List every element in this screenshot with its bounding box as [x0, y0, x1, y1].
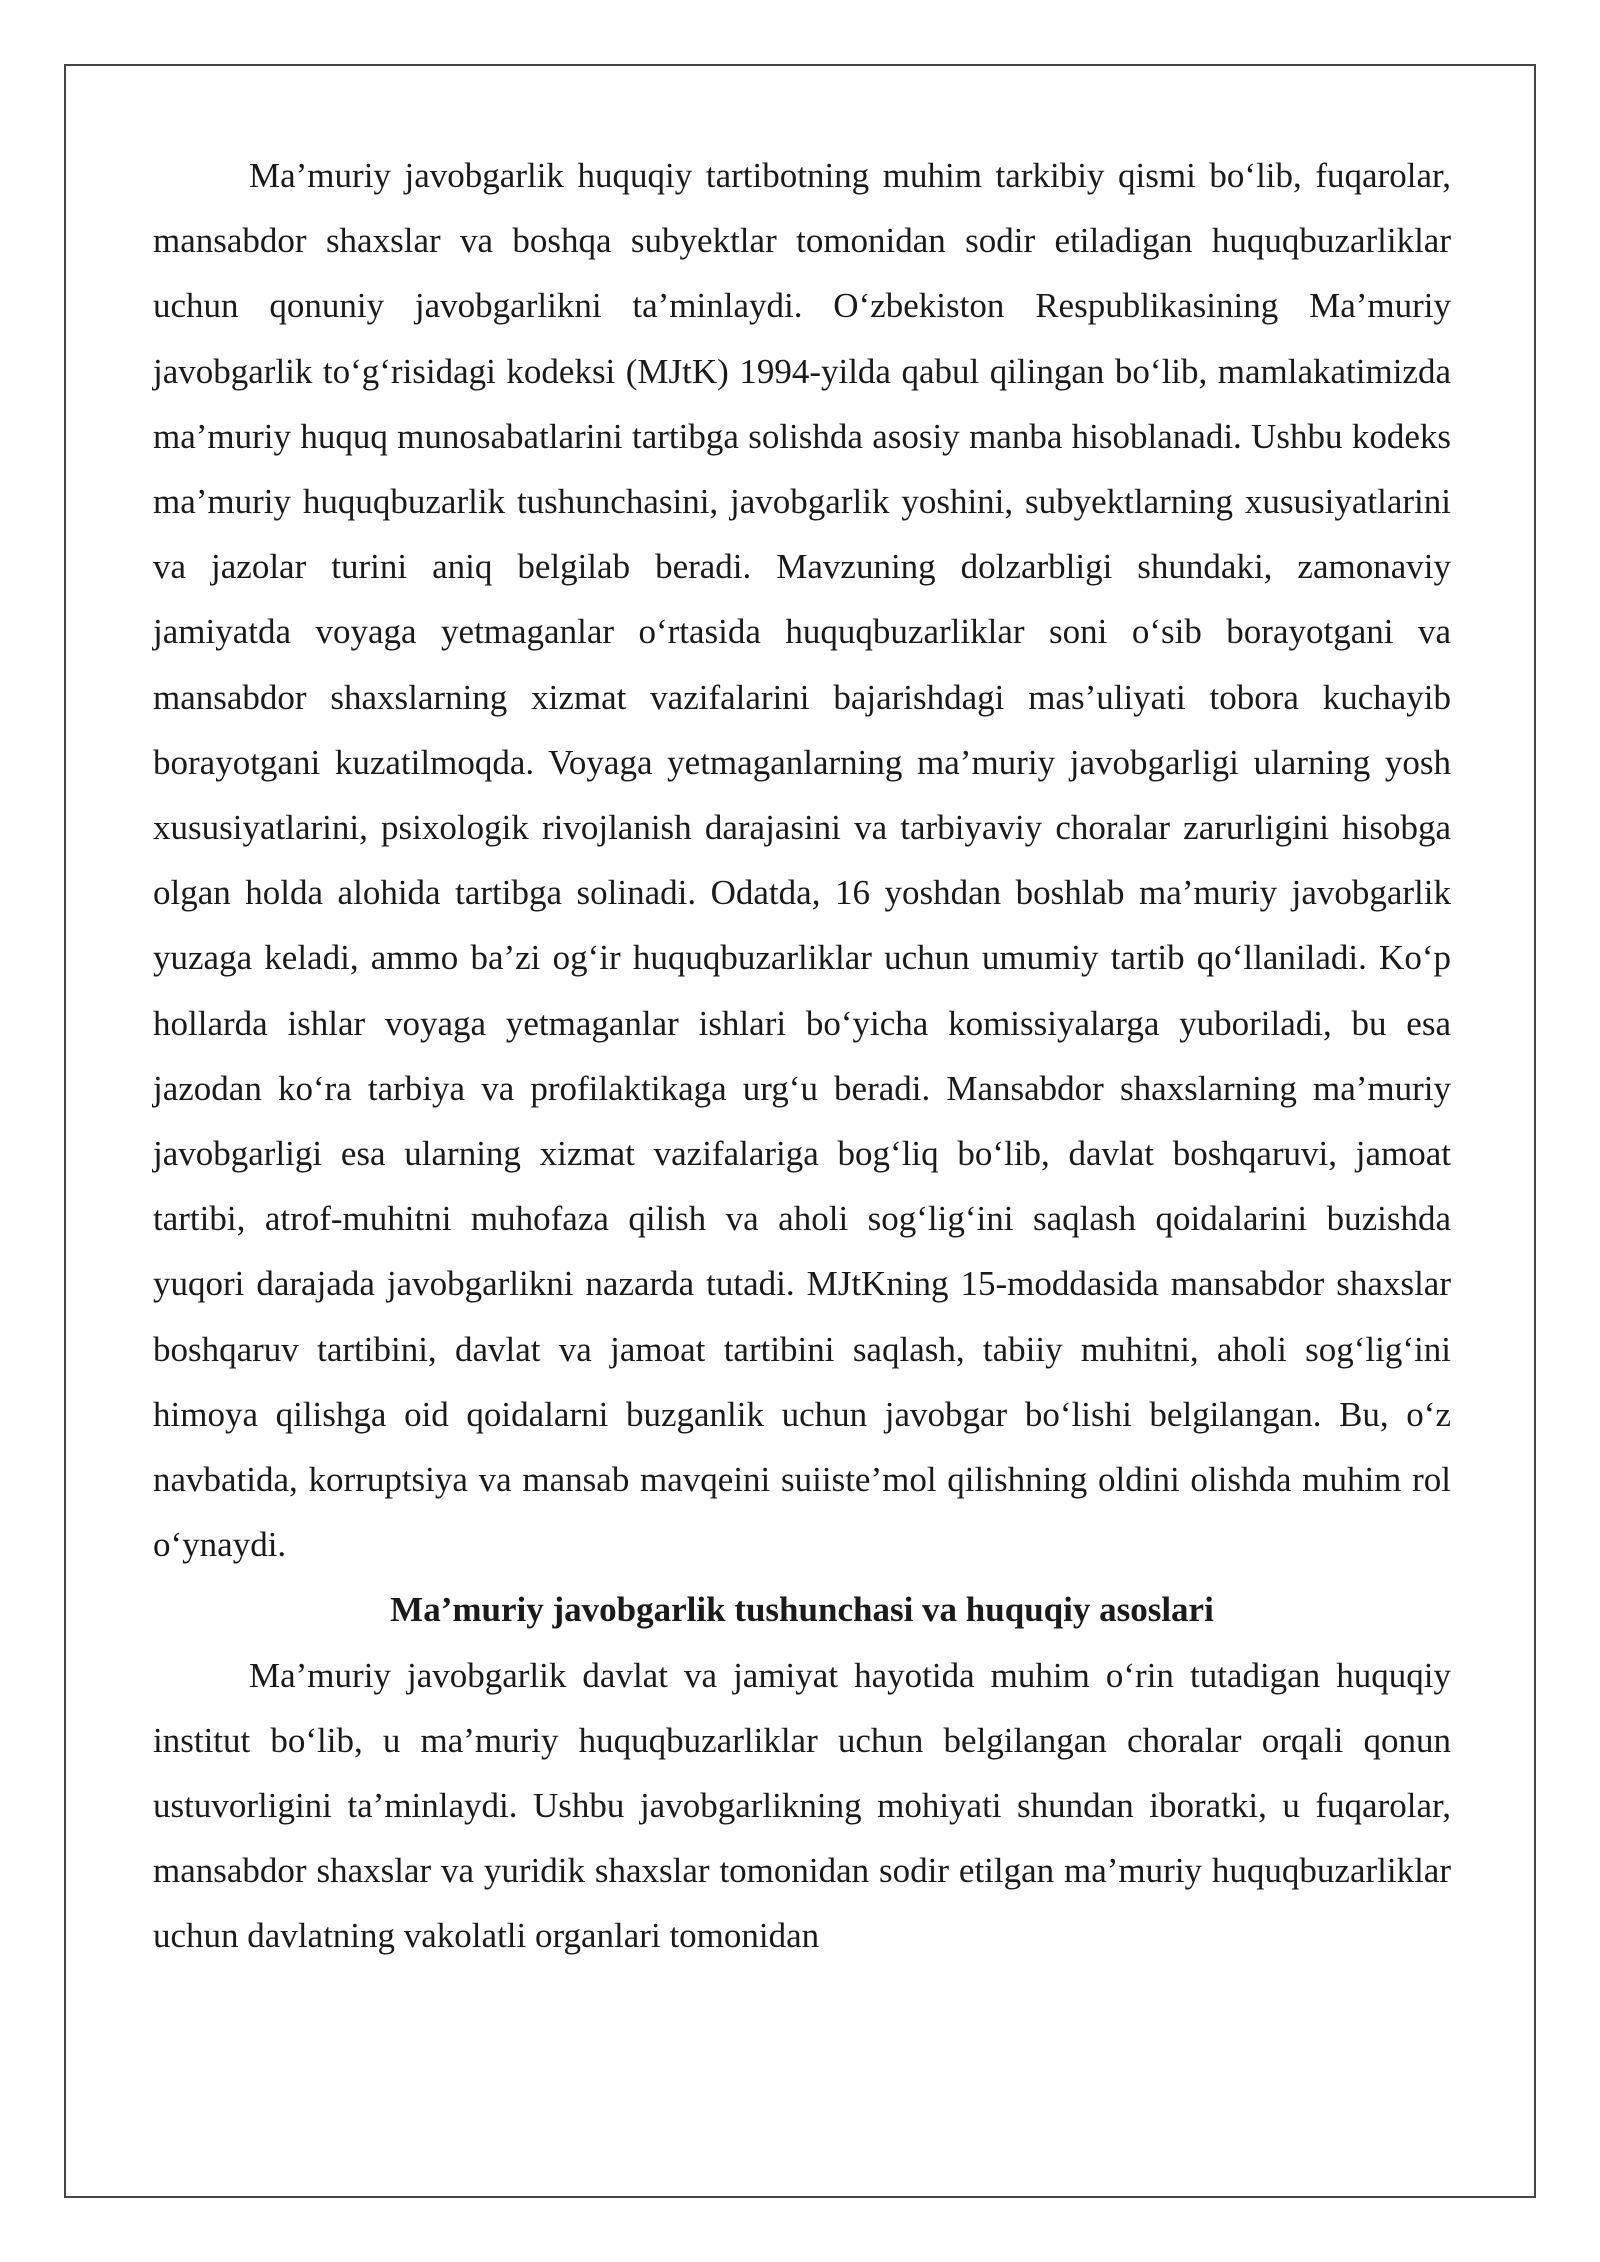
document-body	[153, 143, 1451, 1969]
section-heading: Ma’muriy javobgarlik tushunchasi va huquqiy asoslari	[390, 1590, 1214, 1630]
section-paragraph: Ma’muriy javobgarlik davlat va jamiyat hayotida muhim o‘rin tutadigan huquqiy institut bo‘lib, u ma’muriy huquqbuzarliklar uchun belgilangan choralar orqali qonun ustuvorligini ta’minlaydi. Ushbu javobgarlikning mohiyati shundan iboratki, u fuqarolar, mansabdor shaxslar va yuridik shaxslar tomonidan sodir etilgan ma’muriy huquqbuzarliklar uchun davlatning vakolatli organlari tomonidan	[153, 1655, 1451, 1956]
intro-paragraph: Ma’muriy javobgarlik huquqiy tartibotning muhim tarkibiy qismi bo‘lib, fuqarolar, mansabdor shaxslar va boshqa subyektlar tomonidan sodir etiladigan huquqbuzarliklar uchun qonuniy javobgarlikni ta’minlaydi. O‘zbekiston Respublikasining Ma’muriy javobgarlik to‘g‘risidagi kodeksi (MJtK) 1994-yilda qabul qilingan bo‘lib, mamlakatimizda ma’muriy huquq munosabatlarini tartibga solishda asosiy manba hisoblanadi. Ushbu kodeks ma’muriy huquqbuzarlik tushunchasini, javobgarlik yoshini, subyektlarning xususiyatlarini va jazolar turini aniq belgilab beradi. Mavzuning dolzarbligi shundaki, zamonaviy jamiyatda voyaga yetmaganlar o‘rtasida huquqbuzarliklar soni o‘sib borayotgani va mansabdor shaxslarning xizmat vazifalarini bajarishdagi mas’uliyati tobora kuchayib borayotgani kuzatilmoqda. Voyaga yetmaganlarning ma’muriy javobgarligi ularning yosh xususiyatlarini, psixologik rivojlanish darajasini va tarbiyaviy choralar zarurligini hisobga olgan holda alohida tartibga solinadi. Odatda, 16 yoshdan boshlab ma’muriy javobgarlik yuzaga keladi, ammo ba’zi og‘ir huquqbuzarliklar uchun umumiy tartib qo‘llaniladi. Ko‘p hollarda ishlar voyaga yetmaganlar ishlari bo‘yicha komissiyalarga yuboriladi, bu esa jazodan ko‘ra tarbiya va profilaktikaga urg‘u beradi. Mansabdor shaxslarning ma’muriy javobgarligi esa ularning xizmat vazifalariga bog‘liq bo‘lib, davlat boshqaruvi, jamoat tartibi, atrof-muhitni muhofaza qilish va aholi sog‘lig‘ini saqlash qoidalarini buzishda yuqori darajada javobgarlikni nazarda tutadi. MJtKning 15-moddasida mansabdor shaxslar boshqaruv tartibini, davlat va jamoat tartibini saqlash, tabiiy muhitni, aholi sog‘lig‘ini himoya qilishga oid qoidalarni buzganlik uchun javobgar bo‘lishi belgilangan. Bu, o‘z navbatida, korruptsiya va mansab mavqeini suiiste’mol qilishning oldini olishda muhim rol o‘ynaydi.	[153, 156, 1451, 1565]
